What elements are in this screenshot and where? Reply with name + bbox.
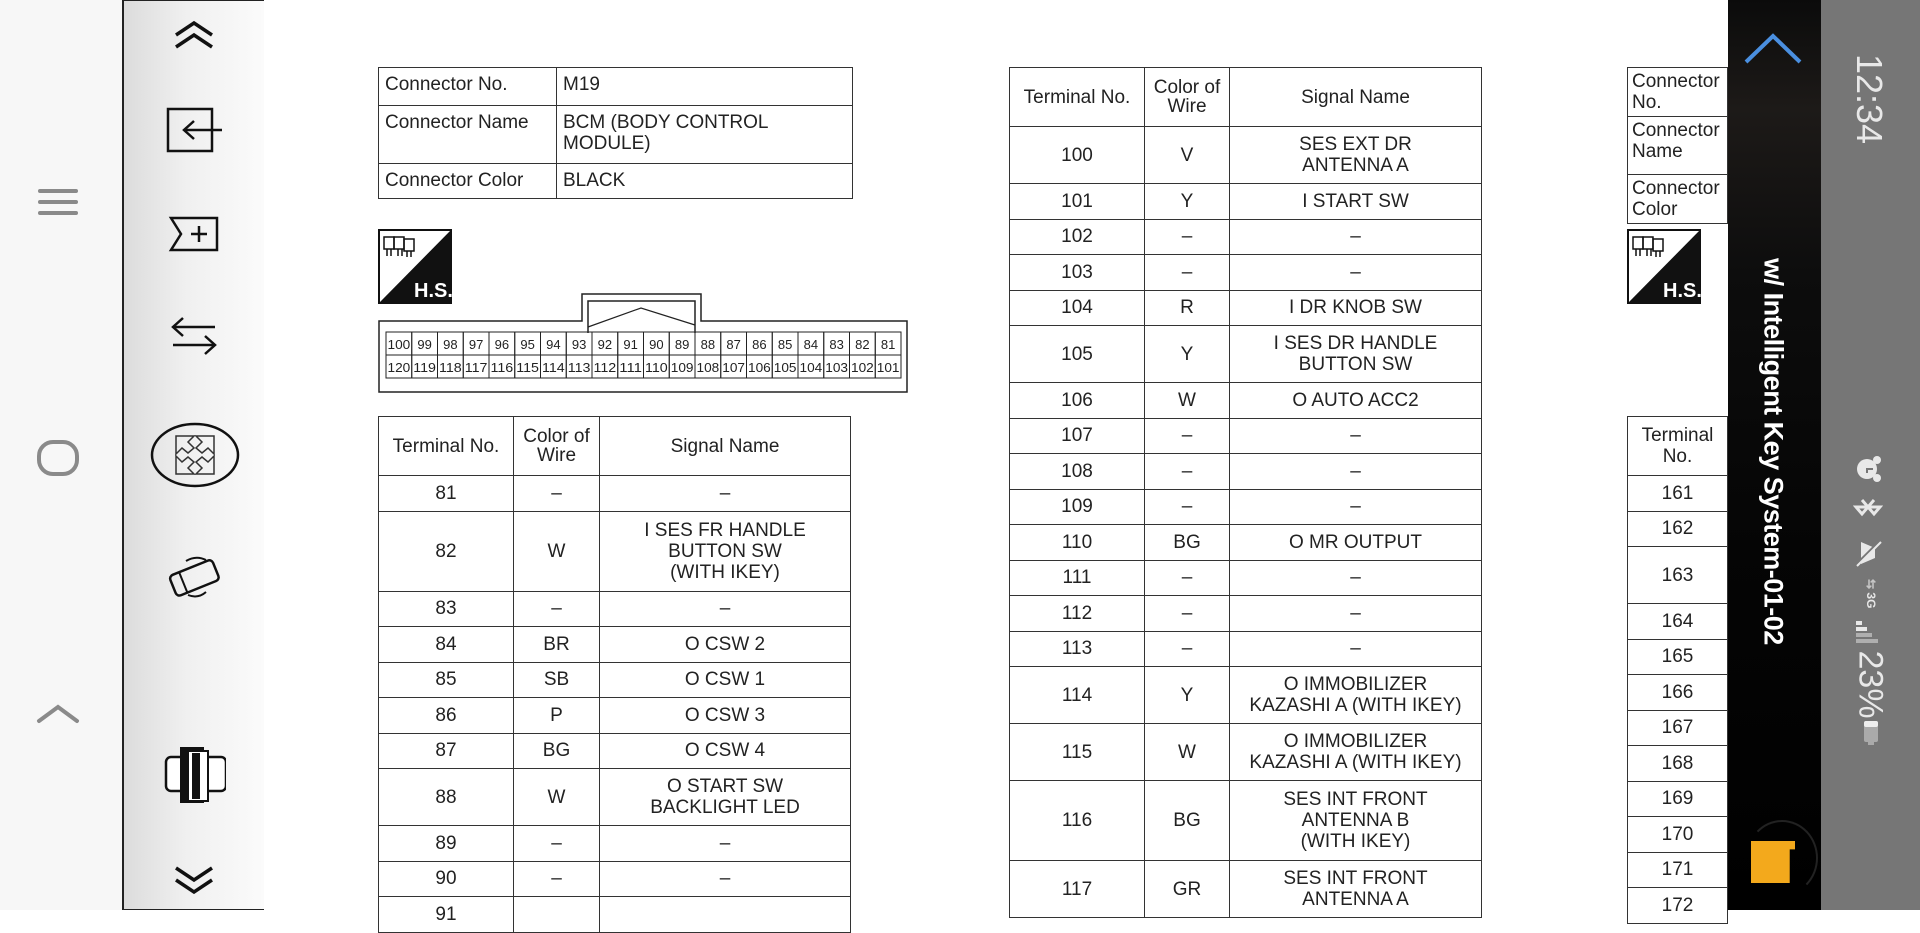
system-nav-bar xyxy=(0,0,122,910)
pin-number: 103 xyxy=(825,360,848,375)
pin-number: 98 xyxy=(443,337,458,352)
pin-number: 117 xyxy=(464,360,488,375)
connector-info-row xyxy=(1628,117,1728,175)
pin-number: 110 xyxy=(645,360,668,375)
pin-number: 83 xyxy=(829,337,844,352)
table-row xyxy=(1628,817,1728,853)
rotate-screen-icon xyxy=(164,555,224,599)
fullscreen-button[interactable] xyxy=(150,421,240,489)
connector-info-table xyxy=(378,67,853,199)
table-row xyxy=(379,511,851,591)
terminal-number: 103 xyxy=(1010,255,1145,291)
menu-icon xyxy=(38,187,78,217)
table-row xyxy=(1010,383,1482,419)
signal-name: O CSW 4 xyxy=(600,733,851,769)
table-row xyxy=(1628,746,1728,782)
signal-name: – xyxy=(1230,631,1482,667)
table-row xyxy=(1010,781,1482,861)
terminal-table-81-91 xyxy=(378,416,851,933)
signal-name: – xyxy=(1230,219,1482,255)
table-row xyxy=(1628,852,1728,888)
header-signal-name: Signal Name xyxy=(1230,68,1482,127)
wire-color xyxy=(514,897,600,933)
table-row xyxy=(379,769,851,826)
terminal-number: 90 xyxy=(379,861,514,897)
back-button[interactable] xyxy=(34,689,82,737)
connector-info-row xyxy=(379,68,853,106)
terminal-number: 84 xyxy=(379,627,514,663)
terminal-number: 87 xyxy=(379,733,514,769)
table-row xyxy=(1628,604,1728,640)
terminal-number: 111 xyxy=(1010,560,1145,596)
pin-number: 81 xyxy=(880,337,896,352)
pin-number: 82 xyxy=(855,337,870,352)
wire-color: Y xyxy=(1145,667,1230,724)
pin-number: 95 xyxy=(520,337,535,352)
connector-info-value: BLACK xyxy=(557,164,853,199)
table-row xyxy=(1010,290,1482,326)
first-page-button[interactable] xyxy=(162,4,226,64)
pin-number: 118 xyxy=(439,360,462,375)
sign-in-icon xyxy=(164,105,224,155)
wire-color: – xyxy=(1145,418,1230,454)
document-title-panel xyxy=(1728,0,1821,910)
terminal-number: 113 xyxy=(1010,631,1145,667)
table-row xyxy=(1010,219,1482,255)
signal-icon xyxy=(1856,619,1882,647)
table-row xyxy=(1010,127,1482,184)
wire-color: BG xyxy=(514,733,600,769)
table-row xyxy=(1010,596,1482,632)
home-button[interactable] xyxy=(34,434,82,482)
print-button[interactable] xyxy=(162,745,226,805)
terminal-number: 170 xyxy=(1628,817,1728,853)
table-row xyxy=(1628,547,1728,604)
terminal-number: 86 xyxy=(379,698,514,734)
wire-color: BR xyxy=(514,627,600,663)
connector-info-value: M19 xyxy=(557,68,853,106)
wire-color: – xyxy=(1145,631,1230,667)
terminal-number: 166 xyxy=(1628,675,1728,711)
table-row xyxy=(379,662,851,698)
double-chevron-down-icon xyxy=(172,864,216,894)
table-row xyxy=(1010,184,1482,220)
signal-name: – xyxy=(1230,418,1482,454)
wire-color: – xyxy=(1145,560,1230,596)
viewer-toolbar xyxy=(122,0,265,910)
table-row xyxy=(1010,560,1482,596)
signal-name: – xyxy=(1230,560,1482,596)
pin-number: 104 xyxy=(799,360,823,375)
header-terminal-no: Terminal No. xyxy=(1010,68,1145,127)
pin-number: 99 xyxy=(417,337,432,352)
connector-info-label: Connector Color xyxy=(379,164,557,199)
pin-number: 89 xyxy=(674,337,690,352)
pin-number: 113 xyxy=(567,360,591,375)
document-icon xyxy=(162,745,226,805)
terminal-number: 171 xyxy=(1628,852,1728,888)
import-button[interactable] xyxy=(162,100,226,160)
terminal-number: 116 xyxy=(1010,781,1145,861)
network-label: 3G xyxy=(1864,592,1878,609)
pin-number: 112 xyxy=(593,360,617,375)
wire-color: – xyxy=(514,826,600,862)
header-signal-name: Signal Name xyxy=(600,417,851,476)
wire-color: – xyxy=(1145,255,1230,291)
table-row xyxy=(379,591,851,627)
table-row xyxy=(1628,781,1728,817)
terminal-number: 85 xyxy=(379,662,514,698)
header-terminal-no: Terminal No. xyxy=(379,417,514,476)
signal-name: O START SW BACKLIGHT LED xyxy=(600,769,851,826)
bluetooth-icon xyxy=(1853,492,1883,522)
signal-name: – xyxy=(600,861,851,897)
connector-info-label: Connector No. xyxy=(379,68,557,106)
table-row xyxy=(379,826,851,862)
connector-info-label: Connector Name xyxy=(1628,117,1728,175)
connector-info-label: Connector No. xyxy=(1628,68,1728,117)
signal-name: O CSW 1 xyxy=(600,662,851,698)
connector-info-value: BCM (BODY CONTROL MODULE) xyxy=(557,106,853,164)
connector-info-row xyxy=(1628,175,1728,224)
table-row xyxy=(1628,511,1728,547)
pin-number: 119 xyxy=(413,360,436,375)
table-header-row xyxy=(1010,68,1482,127)
signal-name: I START SW xyxy=(1230,184,1482,220)
pin-number: 111 xyxy=(619,360,642,375)
document-title: w/ Intelligent Key System-01-02 xyxy=(1758,258,1789,645)
pin-number: 96 xyxy=(494,337,510,352)
terminal-number: 117 xyxy=(1010,861,1145,918)
terminal-table-161-172 xyxy=(1627,416,1728,924)
signal-name: SES INT FRONT ANTENNA B (WITH IKEY) xyxy=(1230,781,1482,861)
pin-number: 87 xyxy=(726,337,741,352)
terminal-number: 81 xyxy=(379,476,514,512)
terminal-number: 100 xyxy=(1010,127,1145,184)
battery-icon xyxy=(1864,721,1878,745)
terminal-number: 162 xyxy=(1628,511,1728,547)
terminal-number: 104 xyxy=(1010,290,1145,326)
terminal-number: 112 xyxy=(1010,596,1145,632)
table-row xyxy=(1628,710,1728,746)
signal-name: – xyxy=(1230,454,1482,490)
terminal-number: 110 xyxy=(1010,525,1145,561)
pin-number: 109 xyxy=(670,360,694,375)
table-row xyxy=(379,861,851,897)
pin-number: 90 xyxy=(649,337,664,352)
connector-info-label: Connector Color xyxy=(1628,175,1728,224)
signal-name: SES INT FRONT ANTENNA A xyxy=(1230,861,1482,918)
pin-number: 105 xyxy=(773,360,797,375)
signal-name: I DR KNOB SW xyxy=(1230,290,1482,326)
signal-name: O IMMOBILIZER KAZASHI A (WITH IKEY) xyxy=(1230,667,1482,724)
terminal-number: 82 xyxy=(379,511,514,591)
wire-color: – xyxy=(1145,596,1230,632)
pin-number: 100 xyxy=(387,337,411,352)
terminal-number: 83 xyxy=(379,591,514,627)
table-header-row xyxy=(379,417,851,476)
terminal-number: 163 xyxy=(1628,547,1728,604)
wire-color: V xyxy=(1145,127,1230,184)
terminal-number: 115 xyxy=(1010,724,1145,781)
terminal-table-100-117 xyxy=(1009,67,1482,918)
signal-name: – xyxy=(600,476,851,512)
wire-color: SB xyxy=(514,662,600,698)
battery-percent: 23% xyxy=(1851,650,1890,719)
table-row xyxy=(379,897,851,933)
bookmark-add-icon xyxy=(167,214,221,254)
terminal-number: 89 xyxy=(379,826,514,862)
wire-color: W xyxy=(1145,724,1230,781)
connector-info-row xyxy=(379,106,853,164)
pin-number: 116 xyxy=(490,360,514,375)
alarm-icon xyxy=(1853,454,1883,484)
swap-arrows-icon xyxy=(169,315,219,355)
wire-color: GR xyxy=(1145,861,1230,918)
wire-color: – xyxy=(1145,219,1230,255)
wire-color: BG xyxy=(1145,781,1230,861)
terminal-number: 91 xyxy=(379,897,514,933)
pin-number: 93 xyxy=(571,337,587,352)
terminal-number: 88 xyxy=(379,769,514,826)
signal-name: – xyxy=(1230,489,1482,525)
wire-color: W xyxy=(1145,383,1230,419)
table-row xyxy=(1010,326,1482,383)
wire-color: – xyxy=(514,861,600,897)
signal-name: O AUTO ACC2 xyxy=(1230,383,1482,419)
connector-info-label: Connector Name xyxy=(379,106,557,164)
table-row xyxy=(379,698,851,734)
table-row xyxy=(379,733,851,769)
terminal-number: 106 xyxy=(1010,383,1145,419)
wire-color: Y xyxy=(1145,326,1230,383)
double-chevron-up-icon xyxy=(172,19,216,49)
wire-color: P xyxy=(514,698,600,734)
swap-button[interactable] xyxy=(162,305,226,365)
signal-name: SES EXT DR ANTENNA A xyxy=(1230,127,1482,184)
pin-number: 84 xyxy=(803,337,819,352)
wire-color: Y xyxy=(1145,184,1230,220)
home-icon xyxy=(36,438,80,478)
table-row xyxy=(1010,454,1482,490)
table-row xyxy=(1010,631,1482,667)
header-wire-color: Color of Wire xyxy=(1145,68,1230,127)
signal-name xyxy=(600,897,851,933)
pin-number: 115 xyxy=(516,360,539,375)
pin-number: 120 xyxy=(387,360,411,375)
pin-number: 114 xyxy=(542,360,565,375)
table-row xyxy=(1010,525,1482,561)
wire-color: BG xyxy=(1145,525,1230,561)
table-row xyxy=(1010,724,1482,781)
signal-name: – xyxy=(600,591,851,627)
terminal-number: 164 xyxy=(1628,604,1728,640)
terminal-number: 102 xyxy=(1010,219,1145,255)
terminal-number: 105 xyxy=(1010,326,1145,383)
terminal-number: 168 xyxy=(1628,746,1728,782)
terminal-number: 167 xyxy=(1628,710,1728,746)
table-row xyxy=(379,476,851,512)
network-type: ⇆ 3G xyxy=(1864,579,1878,609)
pin-number: 108 xyxy=(696,360,720,375)
table-row xyxy=(1628,675,1728,711)
table-row xyxy=(1010,667,1482,724)
table-row xyxy=(1010,418,1482,454)
wire-color: – xyxy=(1145,454,1230,490)
collapse-panel-button[interactable] xyxy=(1742,30,1804,71)
connector-info-row xyxy=(1628,68,1728,117)
wire-color: R xyxy=(1145,290,1230,326)
signal-name: – xyxy=(600,826,851,862)
recent-apps-button[interactable] xyxy=(34,178,82,226)
harness-side-badge-right xyxy=(1627,229,1701,304)
connector-info-row xyxy=(379,164,853,199)
app-badge-icon[interactable] xyxy=(1751,841,1795,883)
last-page-button[interactable] xyxy=(162,849,226,909)
pin-number: 85 xyxy=(777,337,793,352)
table-row xyxy=(1628,888,1728,924)
pin-number: 101 xyxy=(876,360,900,375)
pin-number: 97 xyxy=(468,337,484,352)
table-row xyxy=(1010,489,1482,525)
connector-pin-diagram xyxy=(378,290,910,396)
signal-name: – xyxy=(1230,255,1482,291)
hs-label: H.S. xyxy=(414,280,452,302)
signal-name: – xyxy=(1230,596,1482,632)
pin-number: 107 xyxy=(722,360,745,375)
terminal-number: 172 xyxy=(1628,888,1728,924)
pin-number: 88 xyxy=(700,337,716,352)
pin-number: 94 xyxy=(546,337,561,352)
terminal-number: 165 xyxy=(1628,639,1728,675)
connector-info-table-right xyxy=(1627,67,1728,224)
table-row xyxy=(1010,861,1482,918)
wire-color: – xyxy=(514,476,600,512)
table-row xyxy=(1010,255,1482,291)
wire-color: W xyxy=(514,511,600,591)
terminal-number: 107 xyxy=(1010,418,1145,454)
wire-color: – xyxy=(514,591,600,627)
signal-name: I SES DR HANDLE BUTTON SW xyxy=(1230,326,1482,383)
chevron-up-icon xyxy=(36,701,80,725)
terminal-number: 108 xyxy=(1010,454,1145,490)
chevron-up-icon xyxy=(1742,30,1804,66)
terminal-number: 101 xyxy=(1010,184,1145,220)
terminal-number: 169 xyxy=(1628,781,1728,817)
hs-label: H.S. xyxy=(1663,280,1701,302)
pin-number: 91 xyxy=(623,337,638,352)
add-bookmark-button[interactable] xyxy=(162,204,226,264)
signal-name: O MR OUTPUT xyxy=(1230,525,1482,561)
signal-name: I SES FR HANDLE BUTTON SW (WITH IKEY) xyxy=(600,511,851,591)
table-row xyxy=(1628,476,1728,512)
clock: 12:34 xyxy=(1849,53,1890,145)
signal-name: O CSW 2 xyxy=(600,627,851,663)
header-terminal-no: Terminal No. xyxy=(1628,417,1728,476)
pin-number: 102 xyxy=(851,360,874,375)
pin-number: 92 xyxy=(597,337,613,352)
pin-number: 106 xyxy=(748,360,771,375)
wire-color: – xyxy=(1145,489,1230,525)
terminal-number: 114 xyxy=(1010,667,1145,724)
wire-color: W xyxy=(514,769,600,826)
header-wire-color: Color of Wire xyxy=(514,417,600,476)
signal-name: O IMMOBILIZER KAZASHI A (WITH IKEY) xyxy=(1230,724,1482,781)
table-row xyxy=(379,627,851,663)
table-header-row xyxy=(1628,417,1728,476)
signal-name: O CSW 3 xyxy=(600,698,851,734)
terminal-number: 161 xyxy=(1628,476,1728,512)
pin-number: 86 xyxy=(752,337,767,352)
table-row xyxy=(1628,639,1728,675)
terminal-number: 109 xyxy=(1010,489,1145,525)
rotate-button[interactable] xyxy=(162,547,226,607)
mute-icon xyxy=(1853,538,1883,568)
expand-icon xyxy=(150,422,240,488)
status-bar xyxy=(1821,0,1920,910)
